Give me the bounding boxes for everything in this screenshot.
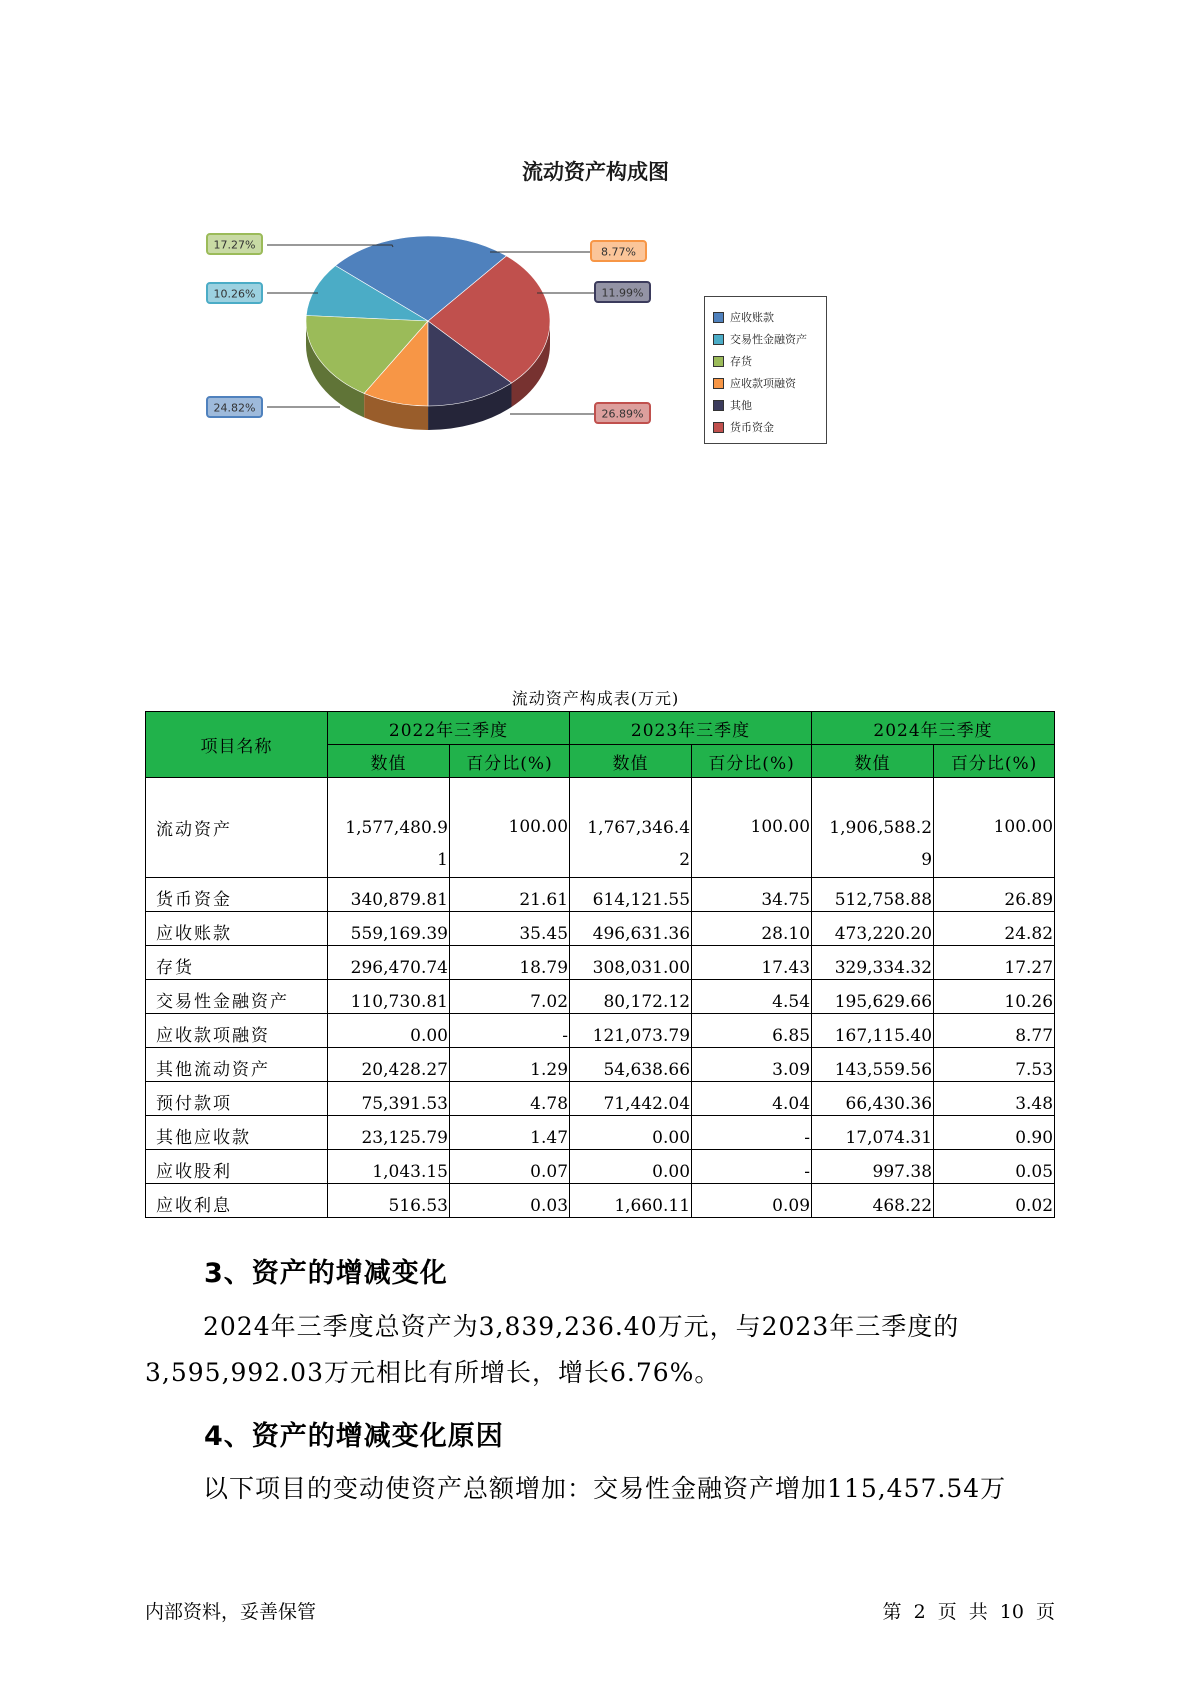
legend-label: 其他 [730,399,752,412]
value-cell: 0.00 [570,1150,692,1184]
table-row [146,1150,1055,1184]
pie-data-label: 10.26% [213,287,256,301]
value-cell: 614,121.55 [570,878,692,912]
value-cell: 121,073.79 [570,1014,692,1048]
value-cell: 1,660.11 [570,1184,692,1218]
header-percent: 百分比(%) [450,745,570,778]
header-period: 2022年三季度 [328,712,570,745]
table-row [146,1048,1055,1082]
percent-cell: 0.90 [934,1116,1055,1150]
row-label: 货币资金 [146,878,328,912]
value-cell: 54,638.66 [570,1048,692,1082]
value-cell: 340,879.81 [328,878,450,912]
table-row [146,878,1055,912]
chart-title: 流动资产构成图 [522,160,669,184]
footer-page-number: 第 2 页 共 10 页 [882,1601,1055,1623]
value-cell: 296,470.74 [328,946,450,980]
value-cell: 512,758.88 [812,878,934,912]
section-3-heading: 3、资产的增减变化 [204,1258,448,1289]
table-row [146,912,1055,946]
footer-confidential: 内部资料，妥善保管 [145,1601,317,1623]
value-cell: 308,031.00 [570,946,692,980]
percent-cell: 34.75 [692,878,812,912]
pie-data-label: 8.77% [601,245,636,259]
percent-cell: 0.05 [934,1150,1055,1184]
percent-cell: 18.79 [450,946,570,980]
value-cell: 329,334.32 [812,946,934,980]
percent-cell: - [450,1014,570,1048]
value-cell: 110,730.81 [328,980,450,1014]
percent-cell: 0.02 [934,1184,1055,1218]
row-label: 预付款项 [146,1082,328,1116]
percent-cell: 1.29 [450,1048,570,1082]
value-cell: 1,767,346.42 [570,778,692,878]
row-label: 交易性金融资产 [146,980,328,1014]
section-4-heading: 4、资产的增减变化原因 [204,1421,504,1452]
percent-cell: 24.82 [934,912,1055,946]
value-cell: 20,428.27 [328,1048,450,1082]
legend-label: 存货 [730,355,752,368]
header-percent: 百分比(%) [934,745,1055,778]
row-label: 流动资产 [146,778,328,878]
percent-cell: 0.03 [450,1184,570,1218]
percent-cell: - [692,1150,812,1184]
row-label: 应收股利 [146,1150,328,1184]
value-cell: 66,430.36 [812,1082,934,1116]
pie-data-label: 26.89% [601,407,644,421]
value-cell: 1,906,588.29 [812,778,934,878]
table-caption: 流动资产构成表(万元) [511,689,680,708]
percent-cell: 100.00 [450,778,570,878]
percent-cell: 100.00 [692,778,812,878]
header-value: 数值 [812,745,934,778]
value-cell: 559,169.39 [328,912,450,946]
percent-cell: 8.77 [934,1014,1055,1048]
percent-cell: 4.54 [692,980,812,1014]
value-cell: 0.00 [328,1014,450,1048]
pie-data-label: 24.82% [213,401,256,415]
value-cell: 0.00 [570,1116,692,1150]
value-cell: 17,074.31 [812,1116,934,1150]
header-value: 数值 [570,745,692,778]
percent-cell: 6.85 [692,1014,812,1048]
legend-label: 应收款项融资 [730,377,796,390]
percent-cell: 3.09 [692,1048,812,1082]
percent-cell: 100.00 [934,778,1055,878]
value-cell: 1,043.15 [328,1150,450,1184]
percent-cell: 3.48 [934,1082,1055,1116]
percent-cell: 1.47 [450,1116,570,1150]
row-label: 应收利息 [146,1184,328,1218]
table-row [146,980,1055,1014]
table-row [146,1184,1055,1218]
value-cell: 143,559.56 [812,1048,934,1082]
header-item-name: 项目名称 [146,712,328,778]
pie-data-label: 17.27% [213,238,256,252]
table-row [146,946,1055,980]
value-cell: 997.38 [812,1150,934,1184]
percent-cell: - [692,1116,812,1150]
value-cell: 80,172.12 [570,980,692,1014]
percent-cell: 10.26 [934,980,1055,1014]
header-value: 数值 [328,745,450,778]
percent-cell: 17.43 [692,946,812,980]
percent-cell: 35.45 [450,912,570,946]
table-row [146,1082,1055,1116]
table-row [146,778,1055,878]
row-label: 应收账款 [146,912,328,946]
pie-leader-line [267,245,393,247]
current-assets-table [145,711,1055,1218]
percent-cell: 28.10 [692,912,812,946]
header-period: 2024年三季度 [812,712,1055,745]
percent-cell: 21.61 [450,878,570,912]
table-row [146,1116,1055,1150]
legend-label: 应收账款 [730,311,774,324]
percent-cell: 26.89 [934,878,1055,912]
value-cell: 75,391.53 [328,1082,450,1116]
percent-cell: 7.53 [934,1048,1055,1082]
table-row [146,1014,1055,1048]
pie-data-label: 11.99% [601,286,644,300]
percent-cell: 0.07 [450,1150,570,1184]
value-cell: 473,220.20 [812,912,934,946]
header-percent: 百分比(%) [692,745,812,778]
pie-label-layer [0,0,1191,480]
percent-cell: 4.04 [692,1082,812,1116]
row-label: 应收款项融资 [146,1014,328,1048]
value-cell: 496,631.36 [570,912,692,946]
row-label: 其他流动资产 [146,1048,328,1082]
value-cell: 167,115.40 [812,1014,934,1048]
section-3-paragraph: 2024年三季度总资产为3,839,236.40万元，与2023年三季度的3,595,992.03万元相比有所增长，增长6.76%。 [145,1312,960,1387]
legend-label: 货币资金 [730,421,774,434]
percent-cell: 4.78 [450,1082,570,1116]
percent-cell: 17.27 [934,946,1055,980]
value-cell: 195,629.66 [812,980,934,1014]
row-label: 存货 [146,946,328,980]
value-cell: 516.53 [328,1184,450,1218]
percent-cell: 7.02 [450,980,570,1014]
value-cell: 71,442.04 [570,1082,692,1116]
value-cell: 1,577,480.91 [328,778,450,878]
section-4-paragraph: 以下项目的变动使资产总额增加：交易性金融资产增加115,457.54万 [203,1474,1007,1503]
value-cell: 468.22 [812,1184,934,1218]
row-label: 其他应收款 [146,1116,328,1150]
header-period: 2023年三季度 [570,712,812,745]
percent-cell: 0.09 [692,1184,812,1218]
legend-label: 交易性金融资产 [730,333,807,346]
value-cell: 23,125.79 [328,1116,450,1150]
